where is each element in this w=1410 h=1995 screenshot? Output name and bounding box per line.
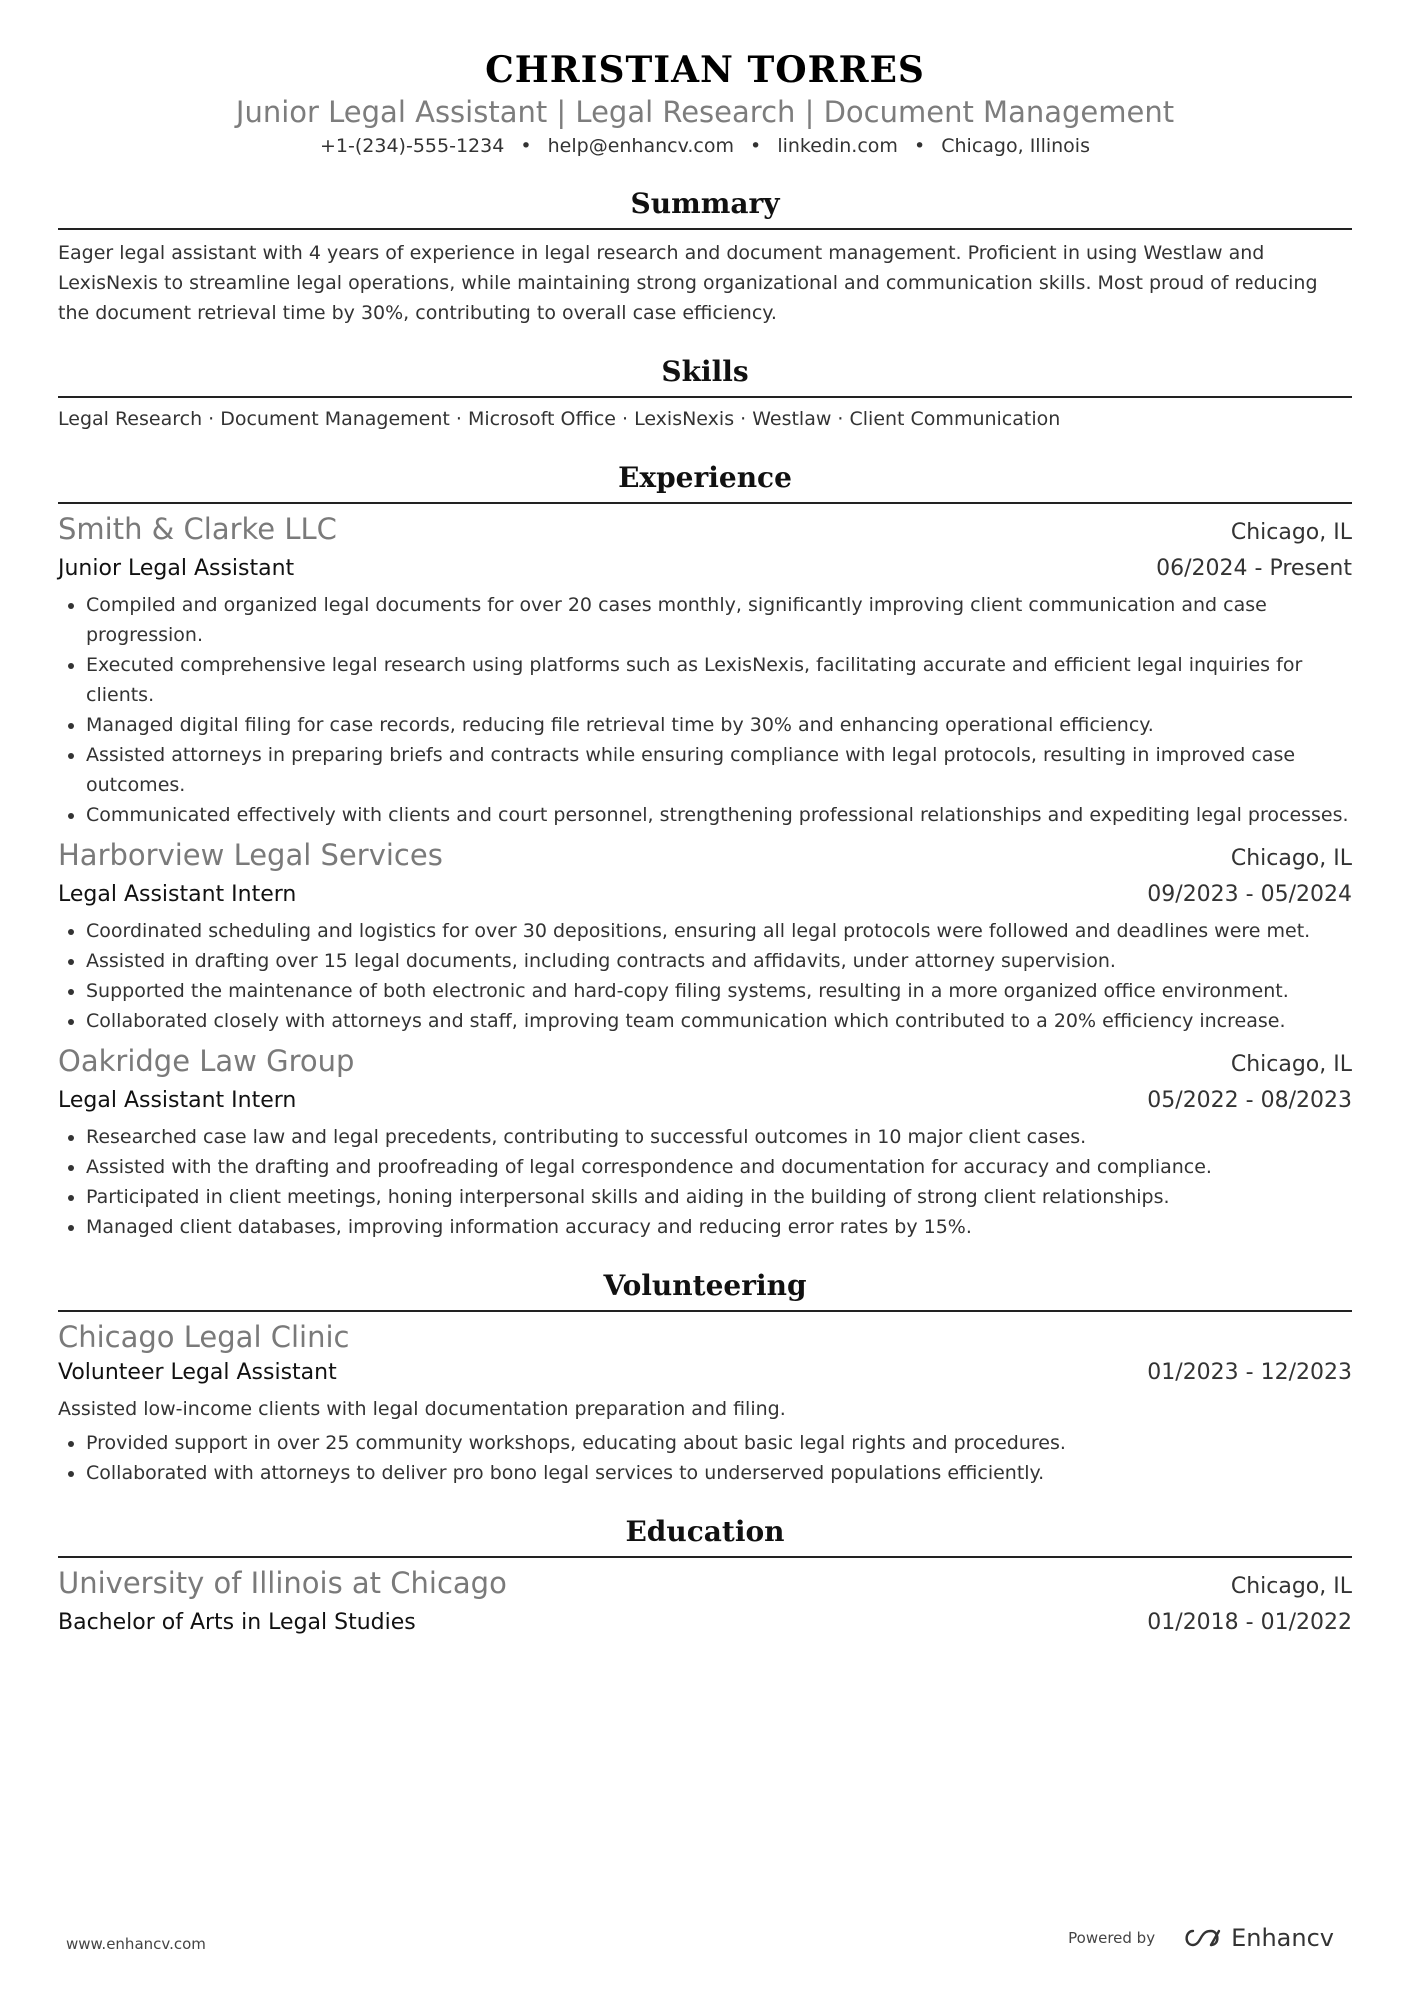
volunteering-description: Assisted low-income clients with legal documentation preparation and filing. [58, 1398, 786, 1420]
education-heading: Education [58, 1512, 1352, 1558]
skills-list: Legal Research · Document Management · Microsoft Office · LexisNexis · Westlaw · Client Communication [58, 408, 1061, 430]
contact-linkedin[interactable]: linkedin.com [777, 135, 898, 157]
summary-section [58, 184, 1352, 328]
bullet-item: • Assisted attorneys in preparing briefs and contracts while ensuring compliance with legal protocols, resulting in improved case outcomes. [86, 740, 1352, 800]
experience-role: Junior Legal Assistant [58, 556, 295, 581]
volunteering-dates: 01/2023 - 12/2023 [1147, 1360, 1352, 1385]
bullet-item: • Compiled and organized legal documents for over 20 cases monthly, significantly improving client communication and case progression. [86, 590, 1352, 650]
experience-section [58, 458, 1352, 1242]
bullet-item: • Assisted in drafting over 15 legal documents, including contracts and affidavits, under attorney supervision. [86, 946, 1352, 976]
bullet-item: • Managed client databases, improving information accuracy and reducing error rates by 15%. [86, 1212, 1352, 1242]
resume-header [58, 48, 1352, 160]
contact-line [58, 132, 1352, 160]
education-school: University of Illinois at Chicago [58, 1566, 507, 1600]
experience-location: Chicago, IL [1230, 1052, 1352, 1077]
bullet-item: • Coordinated scheduling and logistics for over 30 depositions, ensuring all legal protocols were followed and deadlines were met. [86, 916, 1352, 946]
skills-section [58, 352, 1352, 434]
powered-by-label: Powered by [1068, 1929, 1156, 1947]
volunteering-org: Chicago Legal Clinic [58, 1320, 350, 1354]
experience-org: Smith & Clarke LLC [58, 512, 337, 546]
bullet-item: • Researched case law and legal precedents, contributing to successful outcomes in 10 major client cases. [86, 1122, 1352, 1152]
experience-entry [58, 1042, 1352, 1242]
volunteering-heading: Volunteering [58, 1266, 1352, 1312]
summary-heading: Summary [58, 184, 1352, 230]
contact-email[interactable]: help@enhancv.com [547, 135, 734, 157]
summary-text: Eager legal assistant with 4 years of experience in legal research and document management. Proficient in using Westlaw and LexisNexis to streamline legal operations, while maintaining strong organizational and communication skills. Most proud of reducing the document retrieval time by 30%, contributing to overall case efficiency. [58, 242, 1318, 324]
contact-location: Chicago, Illinois [941, 135, 1090, 157]
contact-phone[interactable]: +1-(234)-555-1234 [320, 135, 505, 157]
experience-org: Harborview Legal Services [58, 838, 443, 872]
experience-role: Legal Assistant Intern [58, 1088, 297, 1113]
bullet-item: • Collaborated closely with attorneys and staff, improving team communication which contributed to a 20% efficiency increase. [86, 1006, 1352, 1036]
education-location: Chicago, IL [1230, 1574, 1352, 1599]
education-degree: Bachelor of Arts in Legal Studies [58, 1610, 416, 1635]
volunteering-bullets [58, 1428, 1352, 1488]
bullet-item: • Supported the maintenance of both electronic and hard-copy filing systems, resulting in a more organized office environment. [86, 976, 1352, 1006]
volunteering-role: Volunteer Legal Assistant [58, 1360, 337, 1385]
experience-location: Chicago, IL [1230, 520, 1352, 545]
bullet-item: • Managed digital filing for case records, reducing file retrieval time by 30% and enhancing operational efficiency. [86, 710, 1352, 740]
education-entry [58, 1564, 1352, 1640]
candidate-headline: Junior Legal Assistant | Legal Research | Document Management [235, 95, 1175, 129]
experience-heading: Experience [58, 458, 1352, 504]
education-section [58, 1512, 1352, 1640]
bullet-item: • Executed comprehensive legal research using platforms such as LexisNexis, facilitating accurate and efficient legal inquiries for clients. [86, 650, 1352, 710]
experience-entry [58, 510, 1352, 830]
bullet-item: • Collaborated with attorneys to deliver pro bono legal services to underserved populations efficiently. [86, 1458, 1352, 1488]
contact-separator: • [913, 135, 926, 157]
resume-page [58, 48, 1352, 1640]
candidate-name: CHRISTIAN TORRES [485, 49, 925, 91]
bullet-item: • Communicated effectively with clients and court personnel, strengthening professional relationships and expediting legal processes. [86, 800, 1352, 830]
experience-bullets [58, 916, 1352, 1036]
contact-separator: • [520, 135, 532, 157]
experience-location: Chicago, IL [1230, 846, 1352, 871]
experience-bullets [58, 1122, 1352, 1242]
footer-branding[interactable] [1068, 1924, 1334, 1952]
contact-separator: • [750, 135, 762, 157]
bullet-item: • Provided support in over 25 community workshops, educating about basic legal rights and procedures. [86, 1428, 1352, 1458]
experience-dates: 05/2022 - 08/2023 [1147, 1088, 1352, 1113]
bullet-item: • Participated in client meetings, honing interpersonal skills and aiding in the building of strong client relationships. [86, 1182, 1352, 1212]
volunteering-section [58, 1266, 1352, 1488]
footer-website[interactable]: www.enhancv.com [66, 1935, 206, 1953]
education-dates: 01/2018 - 01/2022 [1147, 1610, 1352, 1635]
skills-heading: Skills [58, 352, 1352, 398]
experience-bullets [58, 590, 1352, 830]
experience-dates: 06/2024 - Present [1156, 556, 1352, 581]
experience-role: Legal Assistant Intern [58, 882, 297, 907]
experience-entry [58, 836, 1352, 1036]
volunteering-entry [58, 1318, 1352, 1488]
experience-dates: 09/2023 - 05/2024 [1147, 882, 1352, 907]
bullet-item: • Assisted with the drafting and proofreading of legal correspondence and documentation for accuracy and compliance. [86, 1152, 1352, 1182]
enhancv-logo-icon [1181, 1927, 1223, 1949]
experience-org: Oakridge Law Group [58, 1044, 355, 1078]
enhancv-brand: Enhancv [1231, 1924, 1334, 1952]
